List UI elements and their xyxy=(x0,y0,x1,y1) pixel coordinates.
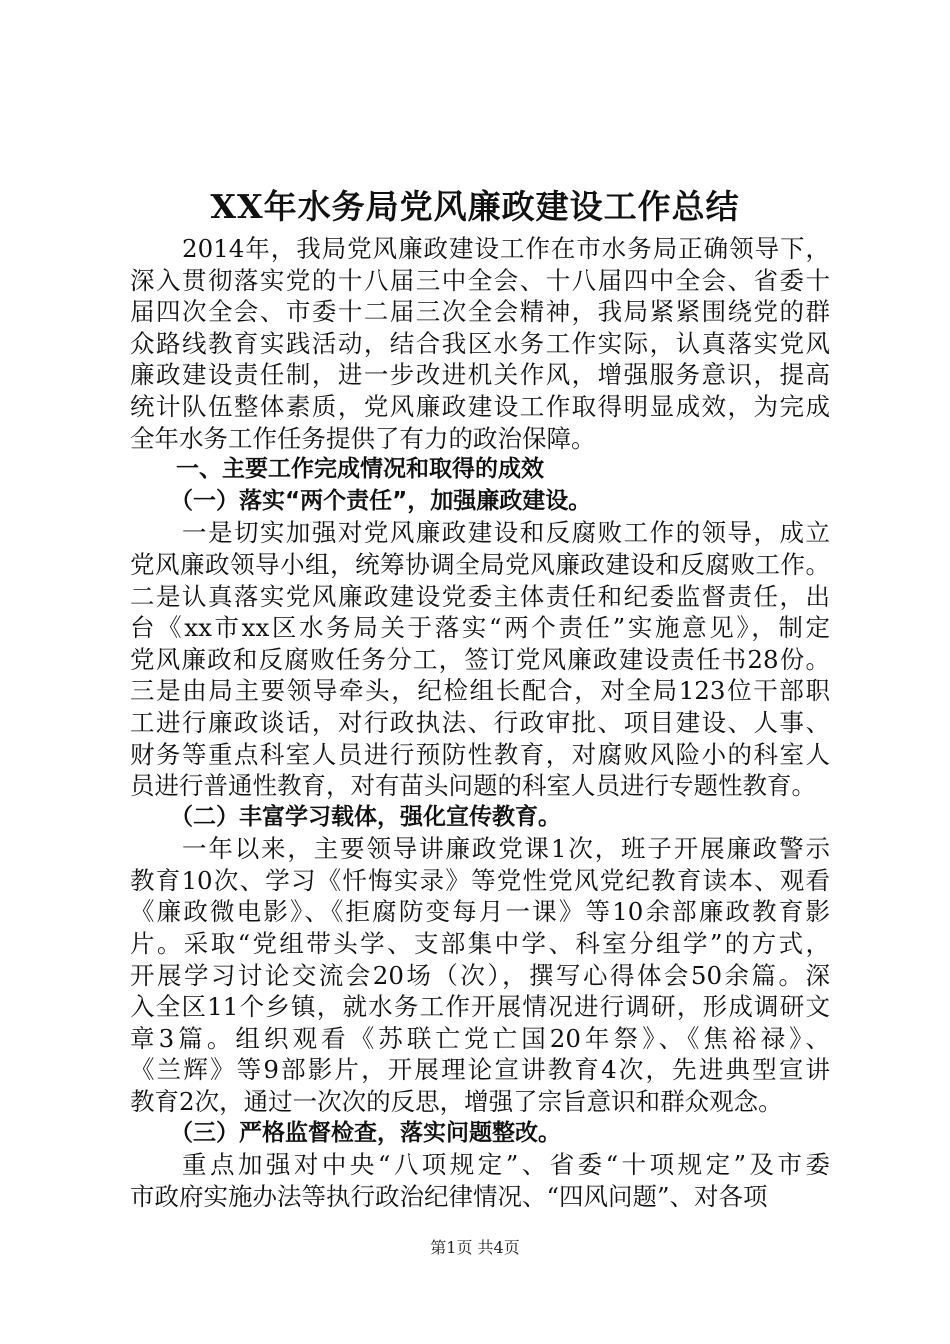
body-paragraph xyxy=(130,517,830,801)
body-paragraph xyxy=(130,833,830,1117)
document-title: XX年水务局党风廉政建设工作总结 xyxy=(210,187,740,226)
paragraph-line: 二是认真落实党风廉政建设党委主体责任和纪委监督责任，出 xyxy=(130,581,830,611)
paragraph-line: 统计队伍整体素质，党风廉政建设工作取得明显成效，为完成 xyxy=(130,391,830,421)
body-paragraph xyxy=(130,1149,830,1212)
paragraph-line: 三是由局主要领导牵头，纪检组长配合，对全局123位干部职 xyxy=(130,676,830,706)
paragraph-line: 重点加强对中央“八项规定”、省委“十项规定”及市委 xyxy=(182,1150,830,1180)
body-paragraph xyxy=(130,233,830,454)
section-heading: 一、主要工作完成情况和取得的成效 xyxy=(176,456,544,483)
paragraph-line: 教育2次，通过一次次的反思，增强了宗旨意识和群众观念。 xyxy=(130,1087,783,1117)
paragraph-line: 一年以来，主要领导讲廉政党课1次，班子开展廉政警示 xyxy=(182,834,830,864)
paragraph-line: 党风廉政和反腐败任务分工，签订党风廉政建设责任书28份。 xyxy=(130,644,830,674)
paragraph-line: 届四次全会、市委十二届三次全会精神，我局紧紧围绕党的群 xyxy=(130,297,830,327)
paragraph-line: 入全区11个乡镇，就水务工作开展情况进行调研，形成调研文 xyxy=(130,992,830,1022)
paragraph-line: 市政府实施办法等执行政治纪律情况、“四风问题”、对各项 xyxy=(130,1181,768,1211)
paragraph-line: 《廉政微电影》、《拒腐防变每月一课》等10余部廉政教育影 xyxy=(130,897,830,927)
paragraph-line: 教育10次、学习《忏悔实录》等党性党风党纪教育读本、观看 xyxy=(130,865,830,895)
paragraph-line: 章3篇。组织观看《苏联亡党亡国20年祭》、《焦裕禄》、 xyxy=(130,1023,830,1053)
paragraph-line: 深入贯彻落实党的十八届三中全会、十八届四中全会、省委十 xyxy=(130,265,830,295)
paragraph-line: 工进行廉政谈话，对行政执法、行政审批、项目建设、人事、 xyxy=(130,707,830,737)
subsection-heading: （二）丰富学习载体，强化宣传教育。 xyxy=(170,803,561,830)
paragraph-line: 2014年，我局党风廉政建设工作在市水务局正确领导下， xyxy=(182,234,830,263)
paragraph-line: 廉政建设责任制，进一步改进机关作风，增强服务意识，提高 xyxy=(130,360,830,390)
paragraph-line: 财务等重点科室人员进行预防性教育，对腐败风险小的科室人 xyxy=(130,739,830,769)
subsection-heading: （三）严格监督检查，落实问题整改。 xyxy=(170,1119,561,1146)
paragraph-line: 众路线教育实践活动，结合我区水务工作实际，认真落实党风 xyxy=(130,328,830,358)
paragraph-line: 全年水务工作任务提供了有力的政治保障。 xyxy=(130,423,596,453)
document-body xyxy=(130,233,830,1212)
paragraph-line: 一是切实加强对党风廉政建设和反腐败工作的领导，成立 xyxy=(182,518,830,548)
paragraph-line: 党风廉政领导小组，统筹协调全局党风廉政建设和反腐败工作。 xyxy=(130,549,830,579)
subsection-heading: （一）落实“两个责任”，加强廉政建设。 xyxy=(170,487,592,514)
paragraph-line: 员进行普通性教育，对有苗头问题的科室人员进行专题性教育。 xyxy=(130,771,816,801)
paragraph-line: 片。采取“党组带头学、支部集中学、科室分组学”的方式， xyxy=(130,929,830,959)
paragraph-line: 《兰辉》等9部影片，开展理论宣讲教育4次，先进典型宣讲 xyxy=(130,1055,830,1085)
page-footer: 第1页 共4页 xyxy=(430,1238,520,1257)
paragraph-line: 开展学习讨论交流会20场（次），撰写心得体会50余篇。深 xyxy=(130,960,830,990)
paragraph-line: 台《xx市xx区水务局关于落实“两个责任”实施意见》，制定 xyxy=(130,613,830,643)
